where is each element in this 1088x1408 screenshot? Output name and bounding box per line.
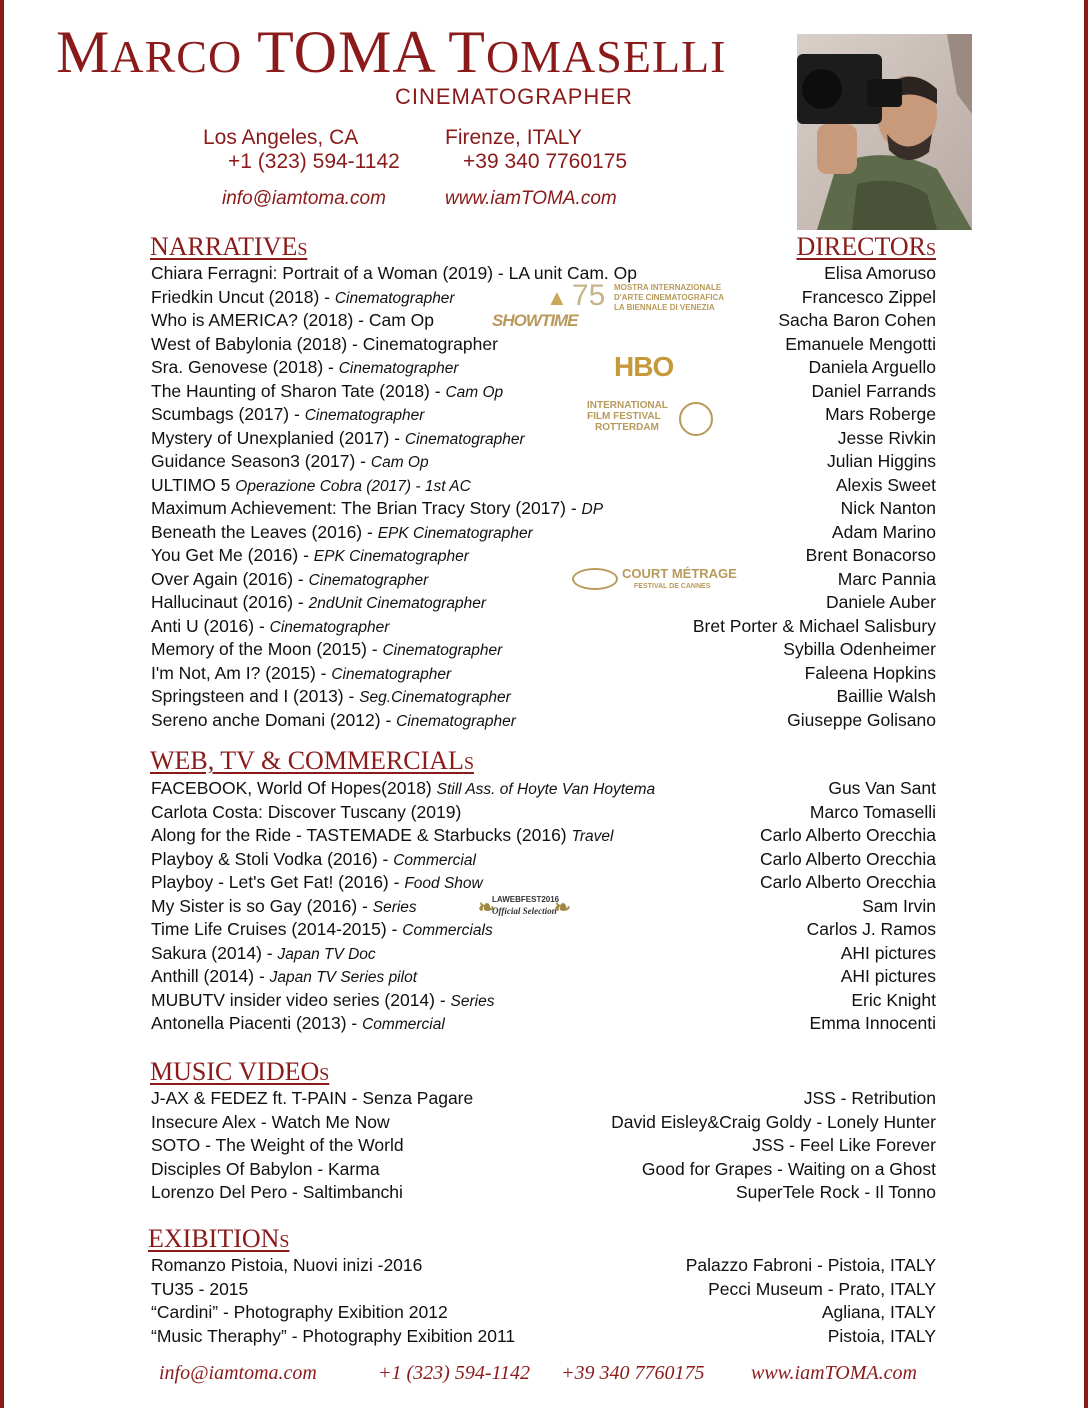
narrative-row — [151, 262, 637, 285]
narrative-role: Cam Op — [370, 454, 429, 471]
email-link[interactable]: info@iamtoma.com — [222, 188, 386, 209]
profile-photo — [797, 34, 972, 230]
web-tv-role: Commercial — [393, 851, 476, 869]
music-video-row: Insecure Alex - Watch Me Now — [151, 1111, 390, 1132]
narrative-director: Daniela Arguello — [808, 357, 936, 377]
narrative-director: Jesse Rivkin — [837, 427, 936, 448]
narrative-row — [151, 309, 434, 332]
narrative-title: Chiara Ferragni: Portrait of a Woman (2019) - LA unit Cam. Op — [151, 263, 637, 283]
narrative-title: Memory of the Moon (2015) - — [151, 639, 383, 659]
exibition-row: “Music Theraphy” - Photography Exibition 2011 — [151, 1325, 516, 1346]
web-tv-role: Travel — [571, 828, 614, 845]
music-video-right: David Eisley&Craig Goldy - Lonely Hunter — [611, 1111, 936, 1132]
phone-us: +1 (323) 594-1142 — [228, 150, 400, 173]
narrative-role: Seg.Cinematographer — [359, 689, 511, 706]
narrative-title: Anti U (2016) - — [151, 615, 270, 636]
narrative-director: Julian Higgins — [827, 451, 936, 471]
music-video-right: Good for Grapes - Waiting on a Ghost — [641, 1158, 936, 1179]
music-video-right: JSS - Retribution — [803, 1088, 936, 1108]
music-video-row: SOTO - The Weight of the World — [151, 1135, 404, 1155]
exibition-right: Palazzo Fabroni - Pistoia, ITALY — [685, 1255, 936, 1275]
person-name: MARCO TOMA TOMASELLI — [56, 19, 727, 85]
footer-email[interactable]: info@iamtoma.com — [159, 1362, 317, 1384]
footer-website[interactable]: www.iamTOMA.com — [751, 1362, 917, 1384]
narrative-title: Maximum Achievement: The Brian Tracy Story (2017) - — [151, 498, 582, 518]
web-tv-row — [151, 965, 417, 988]
music-video-right: SuperTele Rock - Il Tonno — [735, 1182, 936, 1202]
narrative-row — [151, 450, 429, 473]
showtime-logo: SHOWTIME — [492, 311, 578, 330]
narrative-row — [151, 591, 486, 614]
web-tv-director: Eric Knight — [851, 989, 936, 1010]
narrative-role: Cinematographer — [382, 642, 503, 659]
web-tv-role: Food Show — [404, 875, 483, 892]
narrative-director: Daniele Auber — [826, 592, 936, 612]
web-tv-director: Carlo Alberto Orecchia — [759, 825, 936, 845]
narrative-role: Cinematographer — [304, 407, 425, 424]
web-tv-director: Emma Innocenti — [809, 1013, 936, 1033]
narrative-director: Baillie Walsh — [836, 686, 936, 706]
narrative-role: Cinematographer — [334, 289, 455, 307]
narrative-director: Adam Marino — [831, 521, 936, 542]
music-video-row: J-AX & FEDEZ ft. T-PAIN - Senza Pagare — [151, 1088, 474, 1108]
web-tv-role: Still Ass. of Hoyte Van Hoytema — [436, 781, 656, 798]
narrative-title: Over Again (2016) - — [151, 568, 309, 589]
web-tv-role: Series — [372, 898, 417, 916]
narrative-role: Cinematographer — [331, 665, 452, 683]
narrative-role: Cinematographer — [396, 712, 516, 730]
narrative-role: Operazione Cobra (2017) - 1st AC — [235, 477, 471, 495]
web-tv-title: Along for the Ride - TASTEMADE & Starbucks (2016) — [151, 825, 572, 845]
narrative-role: Cinematographer — [308, 571, 429, 589]
footer-phone-it: +39 340 7760175 — [561, 1362, 705, 1384]
narrative-role: Cinematographer — [269, 618, 390, 636]
narrative-director: Brent Bonacorso — [805, 545, 936, 565]
section-title-narratives: NARRATIVEs — [150, 232, 308, 261]
music-video-row: Lorenzo Del Pero - Saltimbanchi — [151, 1182, 403, 1202]
narrative-title: Who is AMERICA? (2018) - Cam Op — [151, 310, 434, 330]
website-link[interactable]: www.iamTOMA.com — [445, 188, 617, 209]
web-tv-role: Series — [450, 992, 495, 1010]
web-tv-row — [151, 824, 613, 847]
web-tv-row — [151, 942, 376, 965]
web-tv-director: Gus Van Sant — [828, 778, 936, 798]
narrative-director: Alexis Sweet — [835, 474, 936, 495]
city-firenze: Firenze, ITALY — [445, 126, 582, 149]
web-tv-title: Playboy & Stoli Vodka (2016) - — [151, 848, 394, 869]
narrative-row — [151, 521, 533, 544]
web-tv-director: Carlo Alberto Orecchia — [759, 872, 936, 892]
web-tv-row — [151, 777, 655, 800]
narrative-row — [151, 380, 503, 403]
page-border-right — [1084, 0, 1088, 1408]
section-title-exibitions: EXIBITIONs — [148, 1224, 290, 1253]
narrative-director: Mars Roberge — [825, 404, 936, 424]
hbo-logo: HBO — [614, 351, 674, 382]
exibition-right: Pecci Museum - Prato, ITALY — [708, 1278, 936, 1299]
narrative-row — [151, 474, 471, 497]
narrative-title: Sereno anche Domani (2012) - — [151, 709, 397, 730]
web-tv-title: FACEBOOK, World Of Hopes(2018) — [151, 778, 437, 798]
web-tv-row — [151, 871, 483, 894]
narrative-role: Cinematographer — [338, 360, 459, 377]
narrative-director: Daniel Farrands — [811, 380, 936, 401]
exibition-right: Agliana, ITALY — [821, 1302, 936, 1322]
narrative-row — [151, 286, 455, 309]
narrative-title: Friedkin Uncut (2018) - — [151, 286, 335, 307]
music-video-row: Disciples Of Babylon - Karma — [151, 1158, 380, 1179]
narrative-title: Scumbags (2017) - — [151, 404, 305, 424]
narrative-title: Hallucinaut (2016) - — [151, 592, 309, 612]
exibition-row: Romanzo Pistoia, Nuovi inizi -2016 — [151, 1255, 423, 1275]
web-tv-row — [151, 848, 476, 871]
narrative-title: The Haunting of Sharon Tate (2018) - — [151, 380, 446, 401]
job-title: CINEMATOGRAPHER — [395, 84, 633, 109]
web-tv-role: Commercial — [362, 1016, 445, 1033]
narrative-title: Beneath the Leaves (2016) - — [151, 521, 378, 542]
narrative-row — [151, 403, 424, 426]
narrative-title: Springsteen and I (2013) - — [151, 686, 360, 706]
exibition-row: TU35 - 2015 — [151, 1278, 249, 1299]
web-tv-title: MUBUTV insider video series (2014) - — [151, 989, 451, 1010]
narrative-director: Sybilla Odenheimer — [783, 639, 936, 659]
narrative-role: DP — [581, 501, 604, 518]
narrative-row — [151, 615, 389, 638]
exibition-row: “Cardini” - Photography Exibition 2012 — [151, 1302, 448, 1322]
phone-it: +39 340 7760175 — [463, 150, 628, 173]
web-tv-director: Marco Tomaselli — [809, 801, 936, 822]
music-video-right: JSS - Feel Like Forever — [752, 1135, 936, 1155]
narrative-row — [151, 709, 516, 732]
web-tv-row — [151, 1012, 445, 1035]
narrative-row — [151, 685, 511, 708]
web-tv-title: My Sister is so Gay (2016) - — [151, 895, 373, 916]
web-tv-director: Carlos J. Ramos — [806, 919, 936, 939]
footer-phone-us: +1 (323) 594-1142 — [378, 1362, 530, 1384]
narrative-director: Sacha Baron Cohen — [778, 310, 936, 330]
web-tv-director: Sam Irvin — [862, 895, 936, 916]
web-tv-director: AHI pictures — [840, 966, 936, 986]
exibition-right: Pistoia, ITALY — [827, 1325, 936, 1346]
section-title-music-videos: MUSIC VIDEOs — [150, 1057, 330, 1086]
section-title-directors: DIRECTORs — [796, 232, 936, 261]
web-tv-role: Commercials — [402, 922, 493, 939]
narrative-title: Guidance Season3 (2017) - — [151, 451, 371, 471]
narrative-row — [151, 427, 525, 450]
web-tv-row — [151, 989, 494, 1012]
narrative-title: ULTIMO 5 — [151, 474, 236, 495]
narrative-title: I'm Not, Am I? (2015) - — [151, 662, 332, 683]
narrative-row — [151, 333, 498, 356]
narrative-row — [151, 662, 451, 685]
web-tv-title: Anthill (2014) - — [151, 966, 270, 986]
narrative-director: Faleena Hopkins — [804, 662, 936, 683]
narrative-row — [151, 356, 459, 379]
web-tv-title: Sakura (2014) - — [151, 942, 278, 963]
narrative-title: Mystery of Unexplanied (2017) - — [151, 427, 405, 448]
narrative-role: 2ndUnit Cinematographer — [308, 595, 487, 612]
narrative-role: Cinematographer — [404, 430, 525, 448]
narrative-director: Bret Porter & Michael Salisbury — [692, 615, 936, 636]
page-border-left — [0, 0, 4, 1408]
narrative-role: EPK Cinematographer — [313, 548, 469, 565]
city-la: Los Angeles, CA — [203, 126, 359, 149]
narrative-role: EPK Cinematographer — [377, 524, 533, 542]
web-tv-role: Japan TV Series pilot — [269, 969, 417, 986]
web-tv-row — [151, 801, 461, 824]
web-tv-title: Carlota Costa: Discover Tuscany (2019) — [151, 801, 462, 822]
narrative-director: Francesco Zippel — [801, 286, 936, 307]
narrative-row — [151, 544, 469, 567]
web-tv-director: Carlo Alberto Orecchia — [759, 848, 936, 869]
narrative-row — [151, 497, 603, 520]
narrative-title: West of Babylonia (2018) - Cinematographer — [151, 333, 498, 354]
narrative-title: You Get Me (2016) - — [151, 545, 314, 565]
narrative-row — [151, 638, 502, 661]
narrative-row — [151, 568, 428, 591]
narrative-director: Giuseppe Golisano — [787, 709, 936, 730]
web-tv-row — [151, 895, 417, 918]
web-tv-title: Time Life Cruises (2014-2015) - — [151, 919, 403, 939]
section-title-web-tv: WEB, TV & COMMERCIALs — [150, 746, 474, 775]
narrative-title: Sra. Genovese (2018) - — [151, 357, 339, 377]
narrative-director: Nick Nanton — [840, 498, 936, 518]
narrative-director: Emanuele Mengotti — [785, 333, 936, 354]
narrative-role: Cam Op — [445, 383, 504, 401]
narrative-director: Elisa Amoruso — [824, 263, 936, 283]
web-tv-title: Playboy - Let's Get Fat! (2016) - — [151, 872, 405, 892]
web-tv-row — [151, 918, 493, 941]
web-tv-role: Japan TV Doc — [277, 945, 376, 963]
web-tv-title: Antonella Piacenti (2013) - — [151, 1013, 363, 1033]
narrative-director: Marc Pannia — [837, 568, 936, 589]
web-tv-director: AHI pictures — [840, 942, 936, 963]
